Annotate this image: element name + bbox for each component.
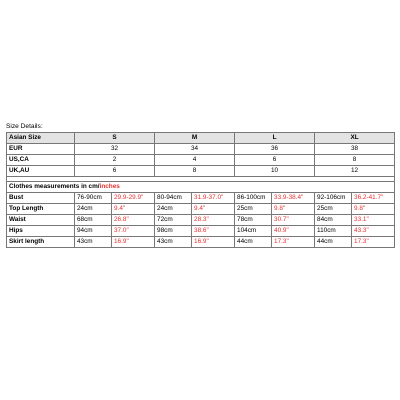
table-row <box>7 144 395 155</box>
size-table <box>6 132 395 248</box>
size-value: 38 <box>315 144 395 155</box>
measurements-heading-text: Clothes measurements in cm/ <box>9 183 100 190</box>
size-m-header: M <box>155 133 235 144</box>
row-label: Hips <box>7 226 75 237</box>
row-label: Bust <box>7 193 75 204</box>
row-label: US,CA <box>7 155 75 166</box>
size-value: 34 <box>155 144 235 155</box>
cm-value: 25cm <box>315 204 352 215</box>
inch-value: 31.9-37.0" <box>192 193 235 204</box>
cm-value: 43cm <box>75 237 112 248</box>
cm-value: 24cm <box>75 204 112 215</box>
measurements-heading <box>7 182 395 193</box>
asian-size-label: Asian Size <box>7 133 75 144</box>
inch-value: 16.9" <box>192 237 235 248</box>
table-row <box>7 215 395 226</box>
size-details-title: Size Details: <box>6 123 43 130</box>
cm-value: 78cm <box>235 215 272 226</box>
inch-value: 38.6" <box>192 226 235 237</box>
size-s-header: S <box>75 133 155 144</box>
measurements-body <box>7 193 395 248</box>
inch-value: 33.9-38.4" <box>272 193 315 204</box>
inch-value: 9.4" <box>192 204 235 215</box>
size-value: 4 <box>155 155 235 166</box>
inch-value: 17.3" <box>272 237 315 248</box>
cm-value: 44cm <box>315 237 352 248</box>
cm-value: 98cm <box>155 226 192 237</box>
table-row <box>7 237 395 248</box>
size-value: 8 <box>155 166 235 177</box>
row-label: Waist <box>7 215 75 226</box>
table-row <box>7 226 395 237</box>
size-value: 6 <box>235 155 315 166</box>
inch-value: 43.3" <box>352 226 395 237</box>
cm-value: 104cm <box>235 226 272 237</box>
size-xl-header: XL <box>315 133 395 144</box>
table-row <box>7 193 395 204</box>
inch-value: 30.7" <box>272 215 315 226</box>
cm-value: 43cm <box>155 237 192 248</box>
size-value: 12 <box>315 166 395 177</box>
size-value: 32 <box>75 144 155 155</box>
inch-value: 26.8" <box>112 215 155 226</box>
measurements-heading-row <box>7 182 395 193</box>
size-value: 36 <box>235 144 315 155</box>
table-row <box>7 166 395 177</box>
inch-value: 40.9" <box>272 226 315 237</box>
cm-value: 94cm <box>75 226 112 237</box>
row-label: Skirt length <box>7 237 75 248</box>
table-row <box>7 204 395 215</box>
cm-value: 92-106cm <box>315 193 352 204</box>
cm-value: 84cm <box>315 215 352 226</box>
inch-value: 17.3" <box>352 237 395 248</box>
cm-value: 86-100cm <box>235 193 272 204</box>
row-label: UK,AU <box>7 166 75 177</box>
measurements-heading-unit: inches <box>99 183 120 190</box>
inch-value: 9.8" <box>272 204 315 215</box>
size-l-header: L <box>235 133 315 144</box>
table-row <box>7 155 395 166</box>
cm-value: 68cm <box>75 215 112 226</box>
cm-value: 80-94cm <box>155 193 192 204</box>
size-value: 8 <box>315 155 395 166</box>
cm-value: 72cm <box>155 215 192 226</box>
cm-value: 110cm <box>315 226 352 237</box>
cm-value: 25cm <box>235 204 272 215</box>
size-value: 6 <box>75 166 155 177</box>
inch-value: 29.9-29.9" <box>112 193 155 204</box>
size-value: 10 <box>235 166 315 177</box>
cm-value: 44cm <box>235 237 272 248</box>
inch-value: 33.1" <box>352 215 395 226</box>
row-label: EUR <box>7 144 75 155</box>
inch-value: 9.8" <box>352 204 395 215</box>
cm-value: 24cm <box>155 204 192 215</box>
inch-value: 28.3" <box>192 215 235 226</box>
size-value: 2 <box>75 155 155 166</box>
size-chart <box>6 123 394 248</box>
inch-value: 16.9" <box>112 237 155 248</box>
inch-value: 37.0" <box>112 226 155 237</box>
row-label: Top Length <box>7 204 75 215</box>
inch-value: 9.4" <box>112 204 155 215</box>
cm-value: 76-90cm <box>75 193 112 204</box>
size-header-row <box>7 133 395 144</box>
inch-value: 36.2-41.7" <box>352 193 395 204</box>
